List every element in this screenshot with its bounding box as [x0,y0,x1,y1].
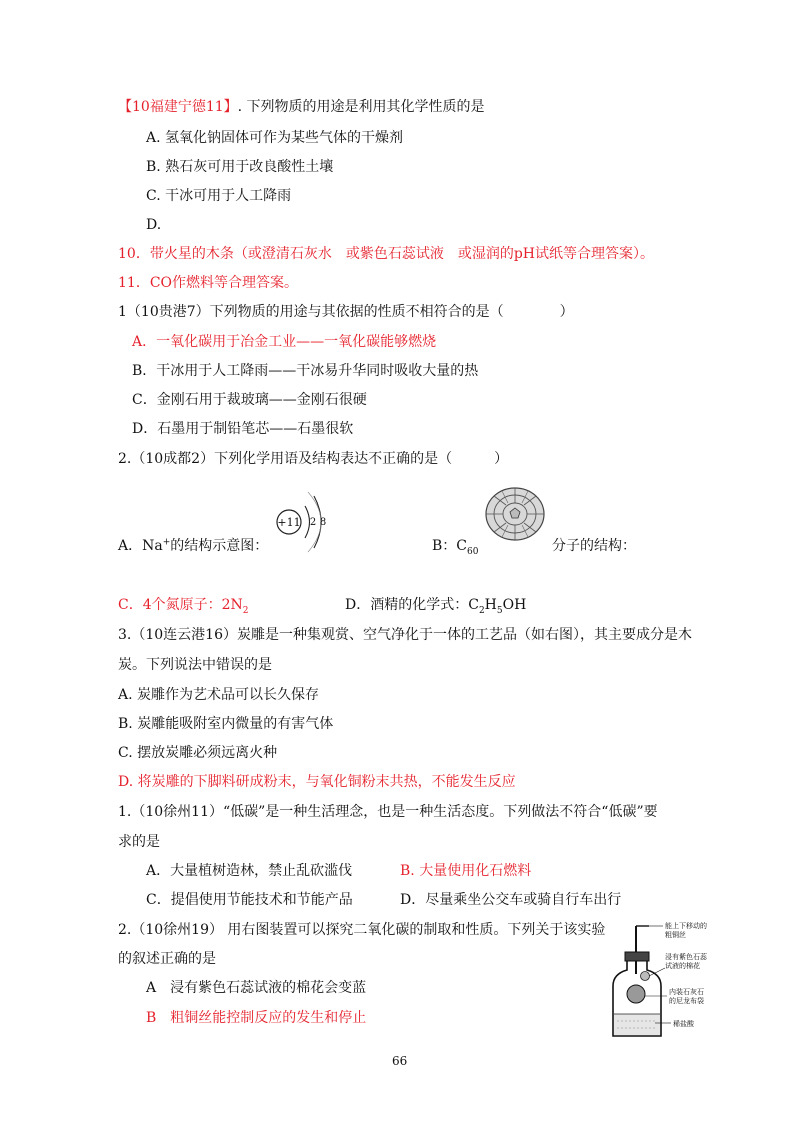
shell-2-electrons: 8 [319,517,327,528]
option-b-answer: B 粗铜丝能控制反应的发生和停止 [146,1010,367,1026]
option-c: C. 摆放炭雕必须远离火种 [118,745,278,761]
label-copper-wire-2: 粗铜丝 [665,931,686,939]
answer-11: 11．CO作燃料等合理答案。 [118,275,299,291]
label-cotton: 浸有紫色石蕊 [665,953,707,961]
option-a: A. 炭雕作为艺术品可以长久保存 [118,687,320,703]
label-cotton-2: 试液的棉花 [665,962,700,970]
question-xuzhou-19-cont: 的叙述正确的是 [118,951,216,967]
option-c: C. 干冰可用于人工降雨 [146,188,292,204]
question-guigang: 1（10贵港7）下列物质的用途与其依据的性质不相符合的是（ ） [118,304,574,320]
question-chengdu: 2.（10成都2）下列化学用语及结构表达不正确的是（ ） [118,451,509,467]
c60-molecule-structure-image [484,486,546,542]
option-c: C．金刚石用于裁玻璃——金刚石很硬 [132,392,367,408]
option-a: A．大量植树造林，禁止乱砍滥伐 [146,863,353,879]
co2-apparatus-diagram [605,918,720,1044]
option-d: D．尽量乘坐公交车或骑自行车出行 [400,892,622,908]
label-nylon-bag: 内装石灰石 [669,988,704,996]
option-b: B．干冰用于人工降雨——干冰易升华同时吸收大量的热 [132,363,479,379]
label-dilute-acid: 稀盐酸 [673,1020,694,1028]
na-ion-structure-diagram [272,484,342,554]
nucleus-charge-label: +11 [277,516,301,529]
option-d-answer: D. 将炭雕的下脚料研成粉末，与氧化铜粉末共热，不能发生反应 [118,774,516,790]
option-d: D．石墨用于制铅笔芯——石墨很软 [132,421,354,437]
option-d: D．酒精的化学式：$C_2H_5OH$ [345,597,527,616]
option-a-answer: A．一氧化碳用于冶金工业——一氧化碳能够燃烧 [132,334,437,350]
option-b: B. 熟石灰可用于改良酸性土壤 [146,159,334,175]
label-copper-wire: 能上下移动的 [665,922,707,930]
option-b: B. 炭雕能吸附室内微量的有害气体 [118,716,334,732]
option-a: A 浸有紫色石蕊试液的棉花会变蓝 [146,980,367,996]
question-ningde [118,98,485,116]
question-source: 【10福建宁德11】 [118,99,238,115]
question-xuzhou-11: 1.（10徐州11）“低碳”是一种生活理念，也是一种生活态度。下列做法不符合“低碳”要 [118,804,658,820]
option-c: C．提倡使用节能技术和节能产品 [146,892,353,908]
shell-1-electrons: 2 [309,517,317,528]
question-lianyungang: 3.（10连云港16）炭雕是一种集观赏、空气净化于一体的工艺品（如右图），其主要成分是木 [118,627,692,643]
option-a: A. 氢氧化钠固体可作为某些气体的干燥剂 [146,130,404,146]
label-nylon-bag-2: 的尼龙布袋 [669,997,704,1005]
page-number: 66 [392,1054,408,1068]
option-b: B：$C_{60}$ [432,538,479,557]
question-xuzhou-11-cont: 求的是 [118,834,160,850]
option-b-suffix: 分子的结构： [552,538,636,554]
option-a: A．Na+的结构示意图： [118,537,269,554]
option-d: D. [146,217,162,233]
question-lianyungang-cont: 炭。下列说法中错误的是 [118,657,272,673]
option-b-answer: B. 大量使用化石燃料 [400,863,532,879]
question-xuzhou-19: 2.（10徐州19） 用右图装置可以探究二氧化碳的制取和性质。下列关于该实验 [118,922,606,938]
answer-10: 10．带火星的木条（或澄清石灰水 或紫色石蕊试液 或湿润的pH试纸等合理答案）。 [118,246,654,262]
question-stem: . 下列物质的用途是利用其化学性质的是 [237,99,485,115]
option-c-answer: C．4个氮原子：$2N_2$ [118,597,249,616]
